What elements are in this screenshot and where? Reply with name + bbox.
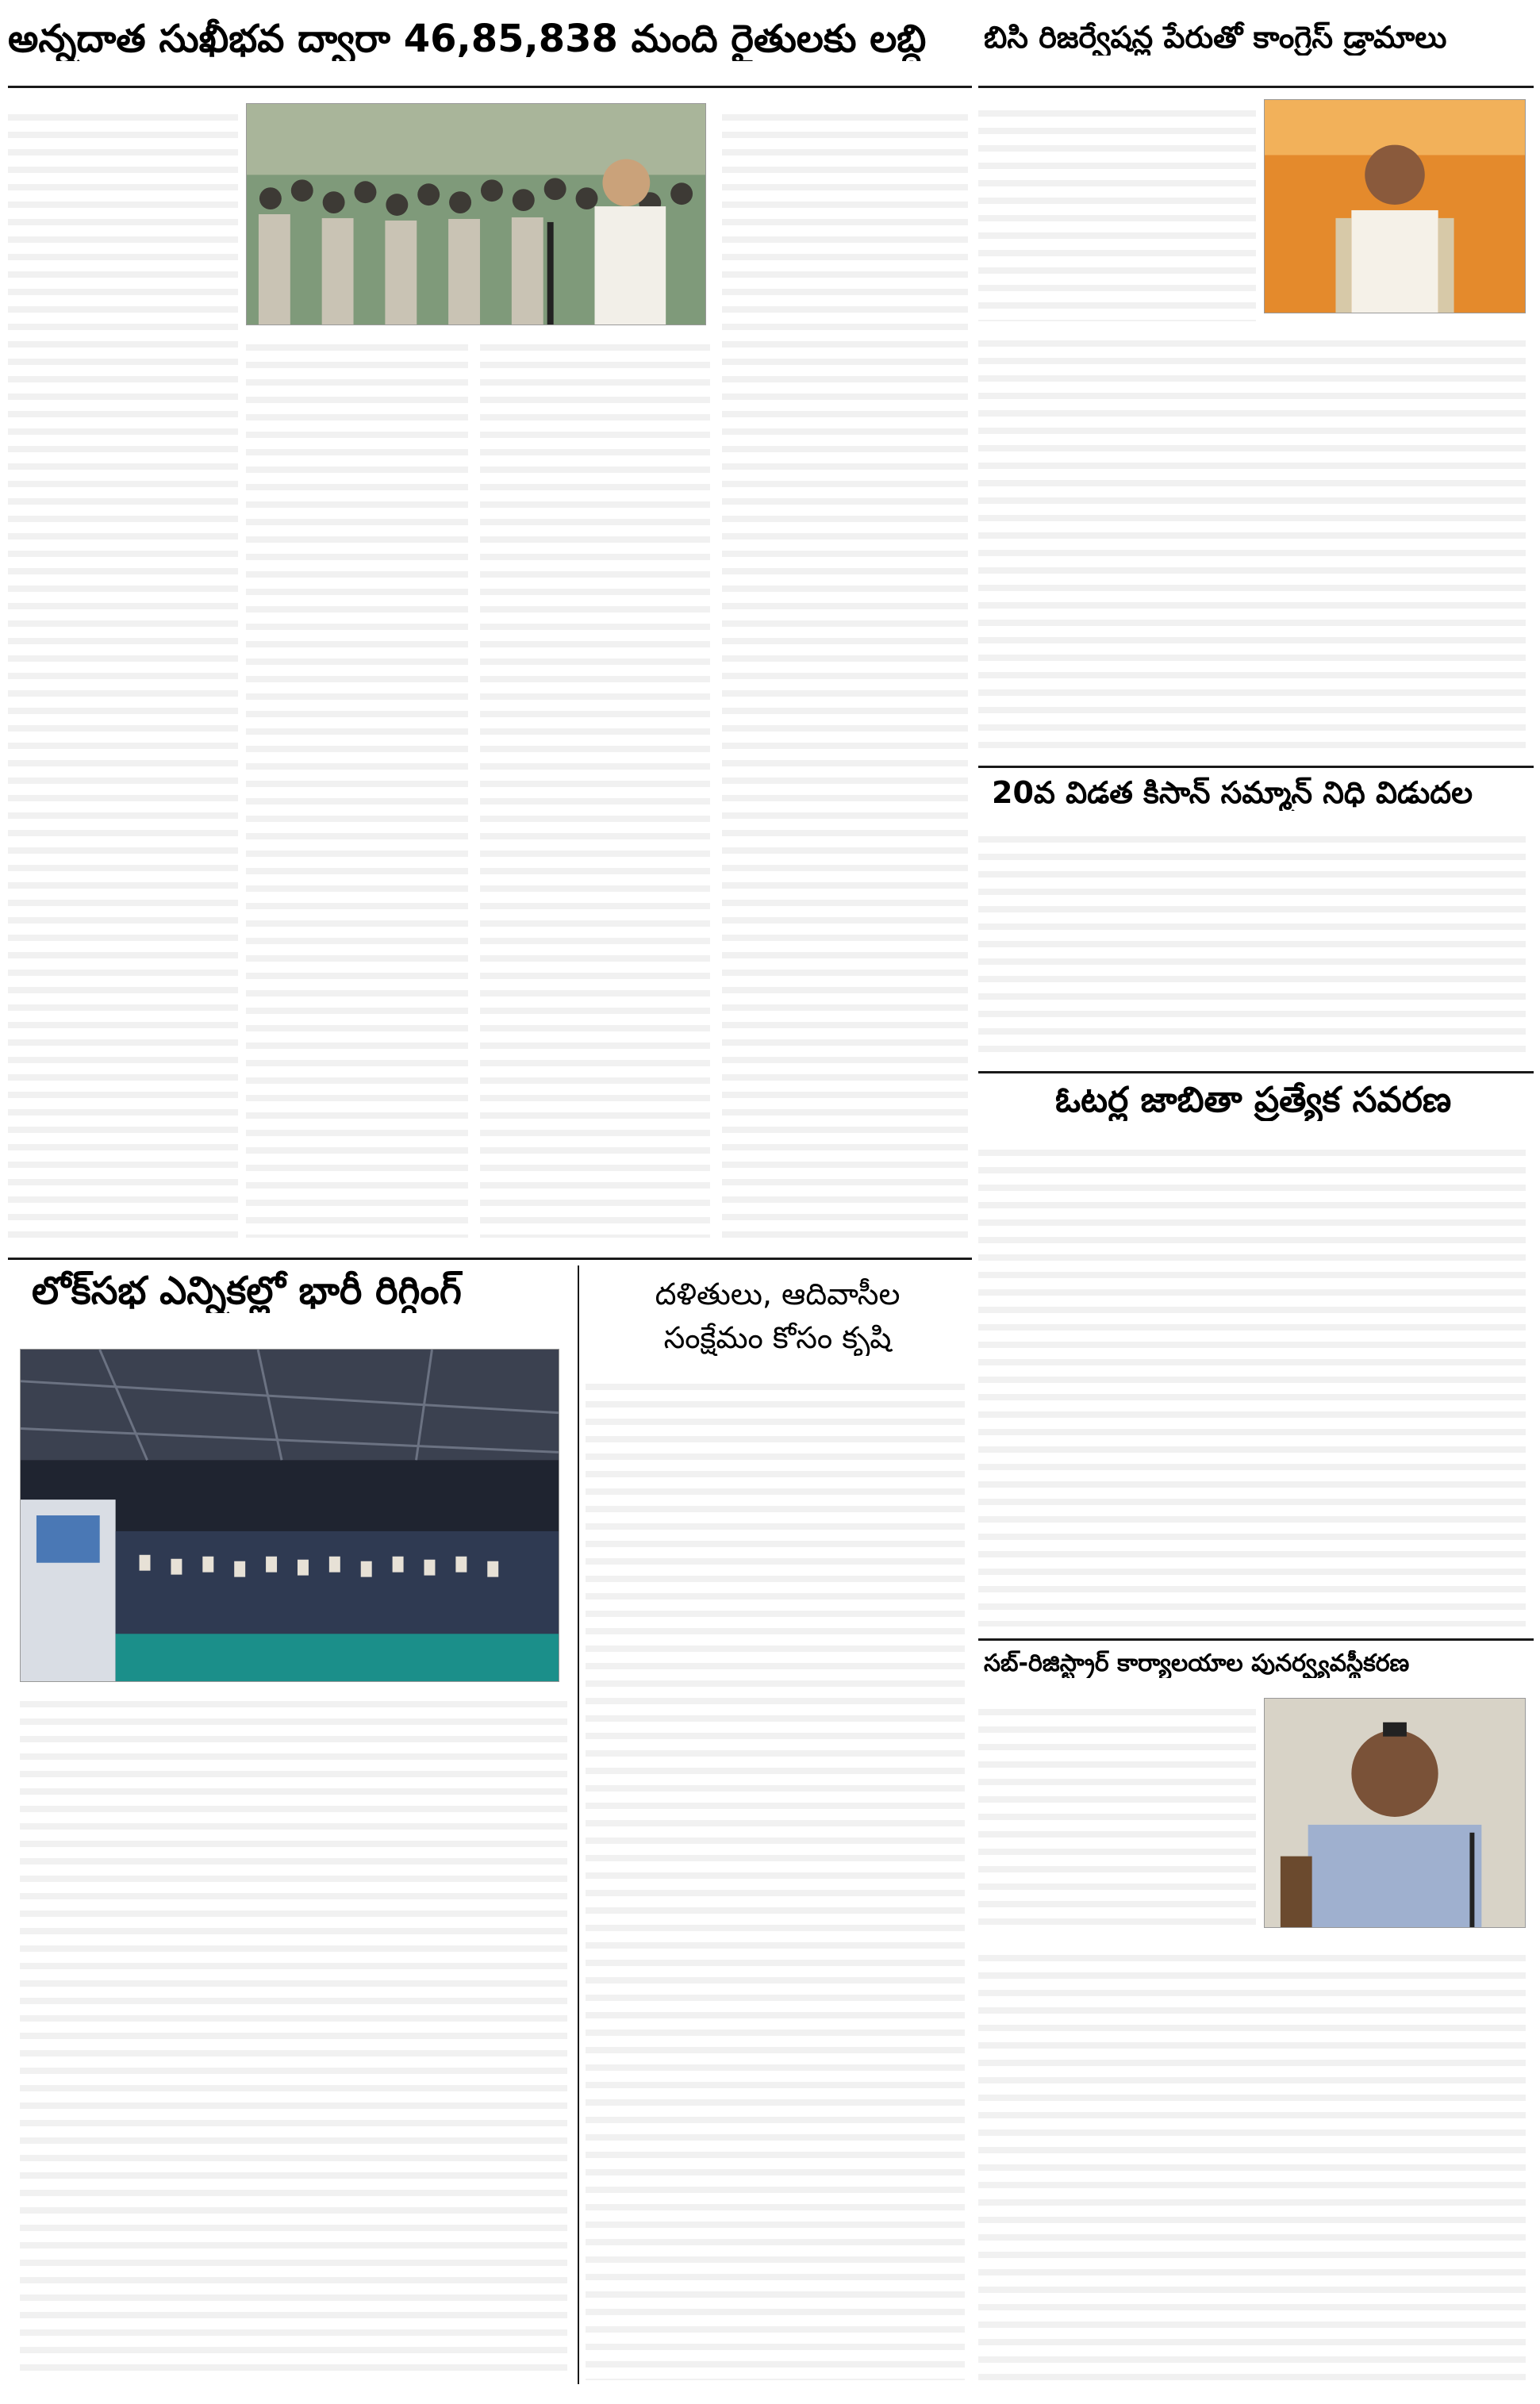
dalits-column-body <box>586 1373 965 2380</box>
article-bc-reservations <box>978 91 1534 758</box>
divider-kisan <box>978 766 1534 768</box>
sub-registrar-column-1 <box>978 1698 1256 1936</box>
bc-column-1 <box>978 99 1256 321</box>
annadata-column-4 <box>722 103 968 1238</box>
headline-kisan: 20వ విడత కిసాన్ సమ్మాన్ నిధి విడుదల <box>992 776 1473 810</box>
article-annadata <box>8 91 970 1250</box>
headline-bc-reservations: బిసి రిజర్వేషన్ల పేరుతో కాంగ్రెస్ డ్రామాలు <box>984 21 1447 55</box>
article-dalits <box>586 1373 968 2388</box>
headline-lok-sabha: లోక్‌సభ ఎన్నికల్లో భారీ రిగ్గింగ్ <box>32 1269 462 1313</box>
farmers-rally-photo <box>246 103 706 325</box>
kisan-column-body <box>978 825 1526 1059</box>
divider-top <box>8 86 972 88</box>
divider-voter-list <box>978 1071 1534 1073</box>
conference-hall-photo <box>20 1349 559 1682</box>
article-lok-sabha <box>8 1341 571 2388</box>
headline-sub-registrar: సబ్-రిజిస్ట్రార్ కార్యాలయాల పునర్వ్యవస్థీకరణ <box>984 1650 1410 1677</box>
leader-speaking-photo <box>1264 99 1526 313</box>
annadata-column-1 <box>8 103 238 1238</box>
annadata-column-3 <box>480 333 710 1238</box>
headline-annadata: అన్నదాత సుఖీభవ ద్వారా 46,85,838 మంది రైతులకు లబ్ధి <box>8 17 927 61</box>
voter-column-body <box>978 1139 1526 1626</box>
divider-top-right <box>978 86 1534 88</box>
article-sub-registrar <box>978 1690 1534 2388</box>
sub-registrar-column-body <box>978 1944 1526 2380</box>
bc-column-body <box>978 329 1526 750</box>
headline-dalits-line-1: దళితులు, ఆదివాసీల <box>655 1277 901 1311</box>
article-voter-list <box>978 1139 1534 1630</box>
divider-middle <box>8 1258 972 1260</box>
official-portrait-photo <box>1264 1698 1526 1928</box>
headline-voter-list: ఓటర్ల జాబితా ప్రత్యేక సవరణ <box>1055 1081 1452 1120</box>
article-kisan <box>978 825 1534 1063</box>
lok-sabha-column-body <box>20 1690 567 2380</box>
divider-sub-registrar <box>978 1638 1534 1641</box>
headline-dalits-line-2: సంక్షేమం కోసం కృషి <box>663 1321 892 1355</box>
divider-dalits-vertical <box>578 1265 579 2384</box>
annadata-column-2 <box>246 333 468 1238</box>
